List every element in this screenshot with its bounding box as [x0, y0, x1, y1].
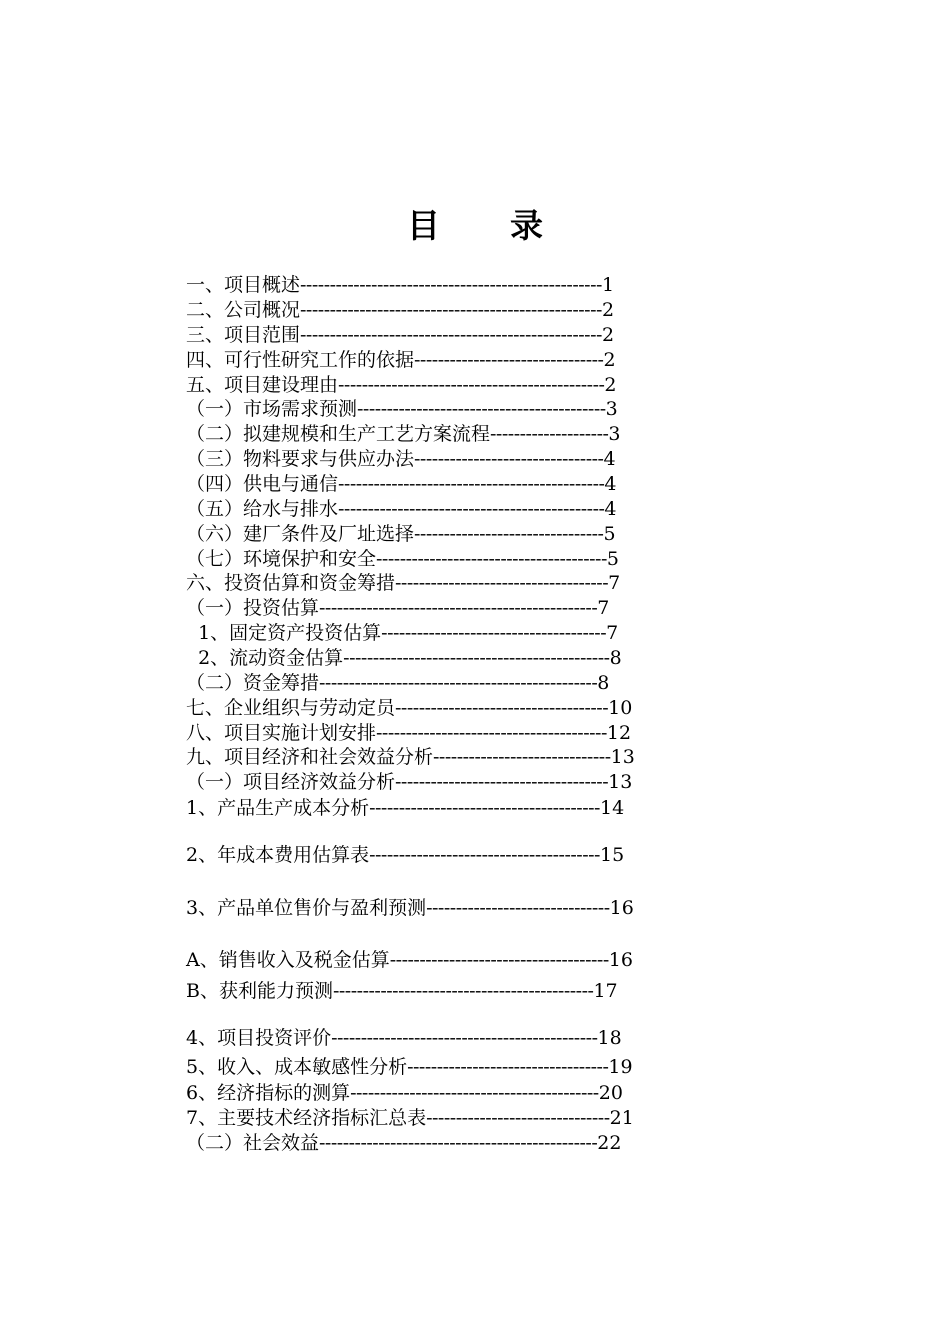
toc-entry[interactable]	[186, 696, 632, 720]
toc-entry-title: 八、项目实施计划安排	[186, 722, 377, 744]
toc-entry-leader: ---------------------------------------------	[338, 473, 605, 495]
toc-entry-page: 16	[608, 949, 633, 971]
toc-entry[interactable]	[186, 596, 609, 620]
toc-title-char-2: 录	[510, 206, 543, 245]
toc-entry-leader: ---------------------------------------------	[343, 647, 610, 669]
toc-entry[interactable]	[186, 721, 631, 745]
toc-entry-leader: ---------------------------------------------------	[300, 299, 602, 321]
toc-entry-leader: --------------------------------	[414, 349, 604, 371]
toc-entry[interactable]	[186, 1081, 623, 1105]
toc-entry-leader: -----------------------------------------------	[319, 672, 598, 694]
toc-entry-title: （二）资金筹措	[186, 672, 320, 694]
toc-entry-page: 2	[601, 324, 615, 346]
toc-entry-title: （一）项目经济效益分析	[186, 771, 396, 793]
toc-entry-leader: ---------------------------------------------	[338, 374, 605, 396]
toc-entry-title: （三）物料要求与供应办法	[186, 448, 415, 470]
toc-entry[interactable]	[186, 522, 616, 546]
toc-entry-title: 4、项目投资评价	[186, 1027, 332, 1049]
toc-entry-leader: ------------------------------------	[395, 771, 609, 793]
toc-entry[interactable]	[186, 621, 618, 645]
toc-entry-page: 7	[608, 572, 621, 594]
toc-entry[interactable]	[186, 397, 618, 421]
toc-entry-title: （二）拟建规模和生产工艺方案流程	[186, 423, 491, 445]
toc-entry-title: 三、项目范围	[186, 324, 301, 346]
toc-entry-page: 2	[601, 299, 615, 321]
toc-entry-title: 1、产品生产成本分析	[186, 797, 370, 819]
toc-title-char-1: 目	[407, 206, 440, 245]
toc-entry[interactable]	[186, 948, 633, 972]
toc-entry-title: 四、可行性研究工作的依据	[186, 349, 415, 371]
toc-entry-page: 3	[605, 398, 618, 420]
toc-entry-page: 20	[598, 1082, 623, 1104]
toc-entry-title: A、销售收入及税金估算	[186, 949, 390, 971]
toc-entry-title: 六、投资估算和资金筹措	[186, 572, 396, 594]
toc-entry-title: （二）社会效益	[186, 1132, 320, 1154]
toc-entry-leader: ---------------------------------------	[369, 844, 600, 866]
toc-entry-title: 九、项目经济和社会效益分析	[186, 746, 434, 768]
toc-entry-title: （七）环境保护和安全	[186, 548, 377, 570]
toc-entry-title: 7、主要技术经济指标汇总表	[186, 1107, 427, 1129]
toc-entry-title: 6、经济指标的测算	[186, 1082, 351, 1104]
toc-entry-leader: ---------------------------------------------	[331, 1027, 598, 1049]
toc-entry-leader: ---------------------------------------	[376, 722, 607, 744]
toc-entry-title: 二、公司概况	[186, 299, 301, 321]
toc-entry-leader: -------------------------------------	[389, 949, 609, 971]
toc-entry-page: 4	[604, 473, 617, 495]
toc-entry-page: 2	[604, 374, 617, 396]
toc-entry-page: 10	[608, 697, 633, 719]
toc-entry-page: 15	[599, 844, 625, 866]
toc-entry-title: （四）供电与通信	[186, 473, 339, 495]
toc-entry-title: 3、产品单位售价与盈利预测	[186, 897, 427, 919]
toc-entry-leader: ---------------------------------------------	[338, 498, 605, 520]
toc-entry-leader: ----------------------------------	[407, 1056, 609, 1078]
toc-entry-title: 2、流动资金估算	[186, 647, 344, 669]
toc-entry-title: B、获利能力预测	[186, 980, 333, 1002]
toc-entry-page: 21	[609, 1107, 634, 1129]
toc-entry-leader: --------------------------------	[414, 448, 604, 470]
toc-entry-leader: ------------------------------------	[395, 572, 609, 594]
toc-entry-page: 1	[601, 274, 615, 296]
toc-entry-title: 1、固定资产投资估算	[186, 622, 382, 644]
toc-entry-page: 14	[599, 797, 625, 819]
toc-entry-leader: ---------------------------------------	[376, 548, 607, 570]
toc-entry-leader: --------------------------------	[414, 523, 604, 545]
toc-entry[interactable]	[186, 447, 616, 471]
toc-entry[interactable]	[186, 472, 617, 496]
toc-entry-leader: ------------------------------------------	[357, 398, 606, 420]
toc-entry-page: 22	[597, 1132, 622, 1154]
toc-entry-page: 8	[609, 647, 622, 669]
toc-entry[interactable]	[186, 547, 619, 571]
toc-entry-page: 3	[608, 423, 621, 445]
toc-entry[interactable]	[186, 1026, 622, 1050]
toc-entry-page: 4	[603, 448, 616, 470]
toc-entry[interactable]	[186, 273, 614, 297]
toc-entry[interactable]	[186, 373, 617, 397]
toc-entry[interactable]	[186, 979, 618, 1003]
toc-entry-page: 8	[597, 672, 610, 694]
toc-entry-title: 七、企业组织与劳动定员	[186, 697, 396, 719]
toc-entry-title: 2、年成本费用估算表	[186, 844, 370, 866]
toc-entry-leader: ---------------------------------------------------	[300, 274, 602, 296]
toc-entry-leader: ---------------------------------------	[369, 797, 600, 819]
toc-entry-page: 7	[597, 597, 610, 619]
toc-entry[interactable]	[186, 1106, 634, 1130]
toc-entry-leader: --------------------------------------------	[332, 980, 594, 1002]
toc-entry-leader: --------------------------------------	[381, 622, 607, 644]
toc-entry-title: （一）投资估算	[186, 597, 320, 619]
toc-entry[interactable]	[186, 298, 614, 322]
toc-entry[interactable]	[186, 646, 622, 670]
toc-entry-title: （一）市场需求预测	[186, 398, 358, 420]
toc-entry-page: 13	[610, 746, 635, 768]
toc-entry-title: 五、项目建设理由	[186, 374, 339, 396]
toc-entry-page: 17	[593, 980, 618, 1002]
toc-entry-page: 18	[597, 1027, 622, 1049]
toc-entry[interactable]	[186, 843, 624, 867]
toc-entry-page: 2	[603, 349, 616, 371]
toc-entry-page: 5	[603, 523, 616, 545]
toc-entry[interactable]	[186, 671, 609, 695]
toc-entry-leader: ---------------------------------------------------	[300, 324, 602, 346]
toc-entry[interactable]	[186, 1055, 633, 1079]
toc-title	[0, 200, 950, 247]
toc-entry-leader: ------------------------------	[433, 746, 611, 768]
toc-entry[interactable]	[186, 770, 632, 794]
toc-entry[interactable]	[186, 497, 617, 521]
toc-entry[interactable]	[186, 896, 634, 920]
toc-entry-leader: --------------------	[490, 423, 609, 445]
toc-entry-leader: -----------------------------------------------	[319, 1132, 598, 1154]
toc-entry-leader: -------------------------------	[426, 1107, 610, 1129]
toc-entry-leader: -------------------------------	[426, 897, 610, 919]
toc-entry[interactable]	[186, 745, 635, 769]
toc-entry[interactable]	[186, 422, 621, 446]
toc-entry[interactable]	[186, 796, 624, 820]
toc-entry-title: （五）给水与排水	[186, 498, 339, 520]
toc-entry-title: 一、项目概述	[186, 274, 301, 296]
toc-entry-page: 4	[604, 498, 617, 520]
toc-entry-page: 12	[606, 722, 632, 744]
toc-entry[interactable]	[186, 571, 620, 595]
toc-entry-page: 5	[606, 548, 619, 570]
toc-entry[interactable]	[186, 1131, 621, 1155]
toc-entry-leader: ------------------------------------------	[350, 1082, 599, 1104]
toc-entry-page: 7	[606, 622, 619, 644]
toc-entry[interactable]	[186, 323, 614, 347]
toc-entry-title: （六）建厂条件及厂址选择	[186, 523, 415, 545]
toc-entry-title: 5、收入、成本敏感性分析	[186, 1056, 408, 1078]
toc-entry-page: 13	[608, 771, 633, 793]
toc-entry[interactable]	[186, 348, 616, 372]
toc-entry-leader: ------------------------------------	[395, 697, 609, 719]
toc-entry-page: 16	[609, 897, 634, 919]
toc-entry-page: 19	[608, 1056, 633, 1078]
toc-entry-leader: -----------------------------------------------	[319, 597, 598, 619]
